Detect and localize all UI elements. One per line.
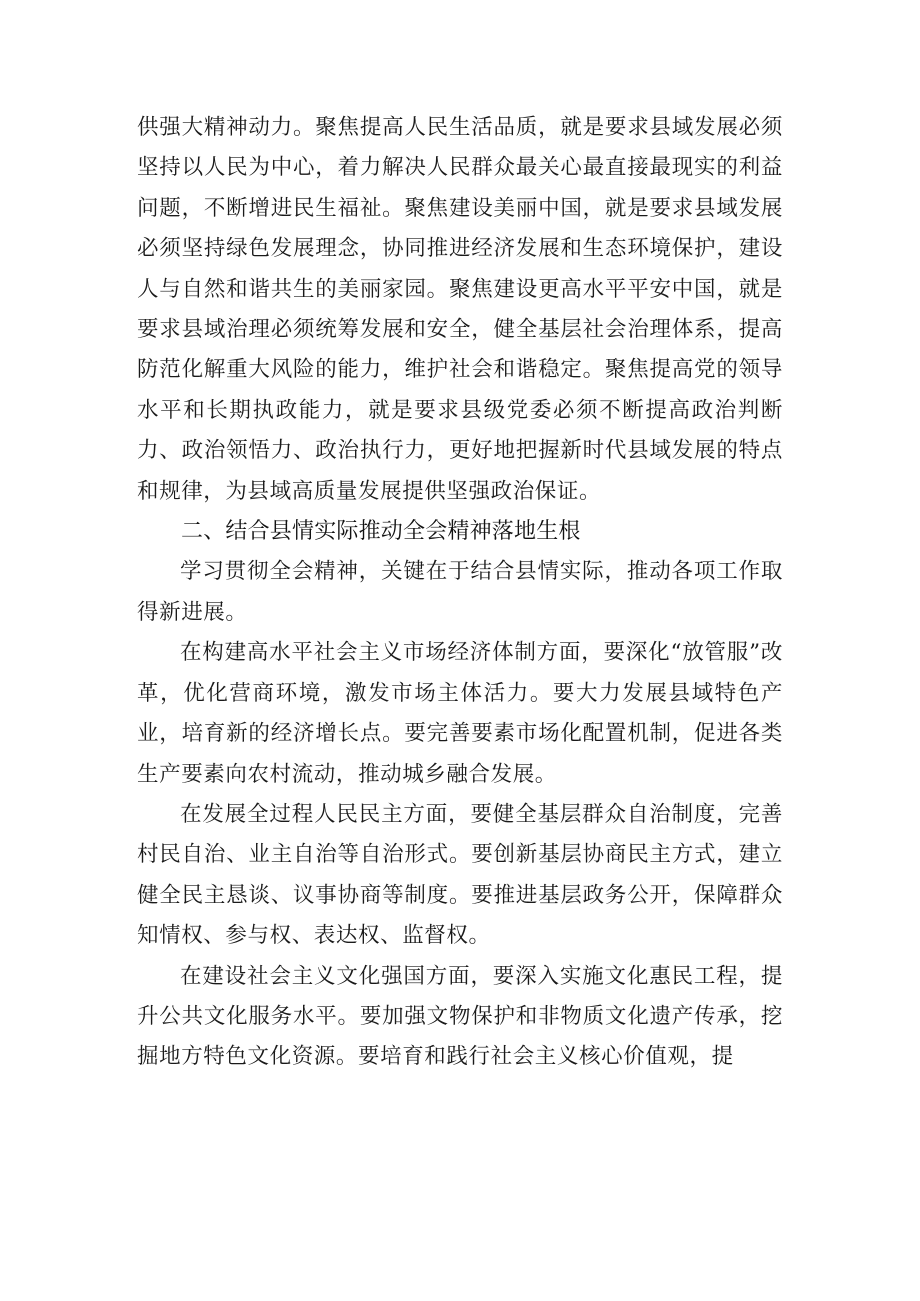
paragraph-democracy: 在发展全过程人民民主方面，要健全基层群众自治制度，完善村民自治、业主自治等自治形式。要创新基层协商民主方式，建立健全民主恳谈、议事协商等制度。要推进基层政务公开，保障群众知情权、参与权、表达权、监督权。 (137, 801, 783, 949)
document-body (137, 108, 783, 1078)
paragraph-continuation: 供强大精神动力。聚焦提高人民生活品质，就是要求县域发展必须坚持以人民为中心，着力解决人民群众最关心最直接最现实的利益问题，不断增进民生福祉。聚焦建设美丽中国，就是要求县域发展必须坚持绿色发展理念，协同推进经济发展和生态环境保护，建设人与自然和谐共生的美丽家园。聚焦建设更高水平平安中国，就是要求县域治理必须统筹发展和安全，健全基层社会治理体系，提高防范化解重大风险的能力，维护社会和谐稳定。聚焦提高党的领导水平和长期执政能力，就是要求县级党委必须不断提高政治判断力、政治领悟力、政治执行力，更好地把握新时代县域发展的特点和规律，为县域高质量发展提供坚强政治保证。 (137, 115, 783, 504)
section-heading: 二、结合县情实际推动全会精神落地生根 (181, 519, 581, 545)
paragraph-culture: 在建设社会主义文化强国方面，要深入实施文化惠民工程，提升公共文化服务水平。要加强文物保护和非物质文化遗产传承，挖掘地方特色文化资源。要培育和践行社会主义核心价值观，提 (137, 963, 783, 1070)
paragraph-market-economy: 在构建高水平社会主义市场经济体制方面，要深化“放管服”改革，优化营商环境，激发市场主体活力。要大力发展县域特色产业，培育新的经济增长点。要完善要素市场化配置机制，促进各类生产要素向农村流动，推动城乡融合发展。 (137, 640, 783, 787)
paragraph-intro: 学习贯彻全会精神，关键在于结合县情实际，推动各项工作取得新进展。 (137, 559, 783, 625)
